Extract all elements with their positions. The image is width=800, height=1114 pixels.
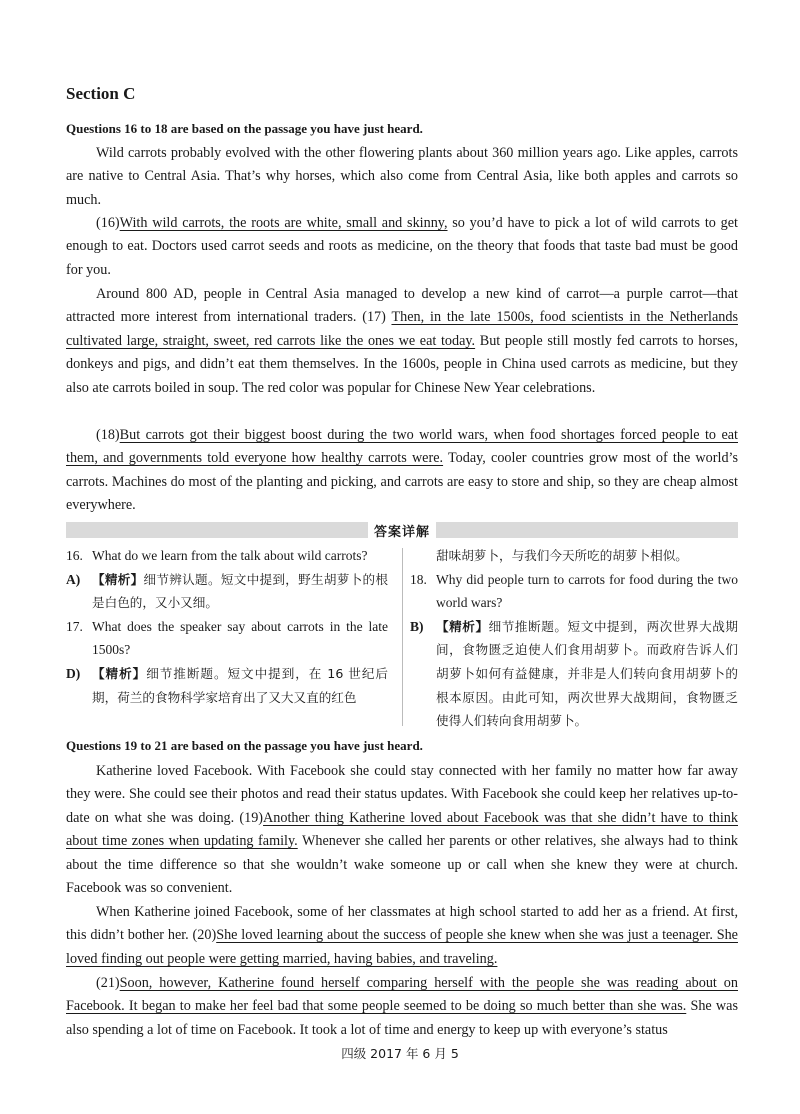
- answer-17: [66, 662, 388, 709]
- answer-16-explanation: 细节辨认题。短文中提到，野生胡萝卜的根是白色的，又小又细。: [92, 571, 389, 611]
- q16-marker: (16): [96, 215, 120, 231]
- question-17-number: 17.: [66, 618, 83, 634]
- question-18: [410, 568, 738, 615]
- answer-16-tag: 【精析】: [92, 571, 144, 587]
- page-footer: 四级 2017 年 6 月 5: [341, 1046, 459, 1061]
- answer-18-explanation: 细节推断题。短文中提到，两次世界大战期间，食物匮乏迫使人们食用胡萝卜。而政府告诉人们胡萝卜如何有益健康，并非是人们转向食用胡萝卜的根本原因。由此可知，两次世界大战期间，食物匮乏使得人们转向食用胡萝卜。: [436, 618, 739, 729]
- passage1-paragraph-3: [66, 283, 738, 400]
- answer-18: [410, 615, 738, 733]
- question-18-text: Why did people turn to carrots for food during the two world wars?: [436, 571, 738, 611]
- answer-18-option: B): [410, 618, 424, 634]
- q17-underlined-text: Then, in the late 1500s, food scientists in the Netherlands cultivated large, straight, sweet, red carrots like the ones we eat today.: [66, 309, 738, 349]
- q19-underlined-text: Another thing Katherine loved about Facebook was that she didn’t have to think about time zones when updating family.: [66, 809, 738, 850]
- passage1-paragraph-4-rest: Today, cooler countries grow most of the world’s carrots. Machines do most of the planting and picking, and carrots are easy to store and ship, so they are cheap almost everywhere.: [66, 450, 738, 514]
- q18-underlined-text: But carrots got their biggest boost during the two world wars, when food shortages forced people to eat them, and governments told everyone how healthy carrots were.: [66, 427, 738, 467]
- question-16-number: 16.: [66, 548, 83, 563]
- q21-underlined-text: Soon, however, Katherine found herself comparing herself with the people she was reading about on Facebook. It began to make her feel bad that some people seemed to be doing so much better than she was.: [66, 975, 738, 1015]
- q18-marker: (18): [96, 427, 120, 443]
- question-17: [66, 615, 388, 662]
- passage2-paragraph-3: [66, 972, 738, 1042]
- answer-16: [66, 568, 388, 615]
- question-16-text: What do we learn from the talk about wild carrots?: [92, 548, 368, 563]
- question-17-text: What does the speaker say about carrots in the late 1500s?: [92, 618, 388, 658]
- question-group-heading-19-21: Questions 19 to 21 are based on the passage you have just heard.: [66, 738, 423, 753]
- q21-marker: (21): [96, 975, 120, 991]
- question-18-number: 18.: [410, 571, 427, 587]
- passage1-paragraph-4: [66, 424, 738, 518]
- answer-section-header: [66, 522, 738, 538]
- answer-17-explanation: 细节推断题。短文中提到，在 16 世纪后期，荷兰的食物科学家培育出了又大又直的红色: [92, 665, 388, 705]
- passage2-paragraph-2-start: When Katherine joined Facebook, some of her classmates at high school started to add her as a friend. At first, this didn’t bother her. (20): [66, 904, 738, 944]
- answer-17-tag: 【精析】: [92, 665, 147, 681]
- passage1-paragraph-3-rest: But people still mostly fed carrots to horses, donkeys and pigs, and didn’t eat them themselves. In the 1600s, people in China used carrots as medicine, but they also ate carrots boiled in soup. The red color was popular for Chinese New Year celebrations.: [66, 332, 738, 396]
- q20-underlined-text: She loved learning about the success of people she knew when she was just a teenager. She loved finding out people were getting married, having babies, and traveling.: [66, 927, 738, 967]
- passage2-paragraph-1-rest: Whenever she called her parents or other relatives, she always had to think about the time difference so that she wouldn’t wake someone up or call when she knew they were at church. Facebook was so convenient.: [66, 833, 739, 897]
- answer-17-option: D): [66, 665, 81, 681]
- answers-left-column: [66, 544, 388, 709]
- passage2-paragraph-1-start: Katherine loved Facebook. With Facebook she could stay connected with her family no matter how far away they were. She could see their photos and read their status updates. With Facebook she could keep her relatives up-to-date on what she was doing. (19): [66, 763, 738, 826]
- answer-17-explanation-continued: 甜味胡萝卜，与我们今天所吃的胡萝卜相似。: [436, 548, 688, 563]
- answer-16-option: A): [66, 571, 81, 587]
- answer-18-tag: 【精析】: [436, 618, 489, 634]
- passage2-paragraph-3-rest: She was also spending a lot of time on Facebook. It took a lot of time and energy to keep up with everyone’s status: [66, 998, 738, 1038]
- passage2-paragraph-2: [66, 901, 738, 971]
- q16-underlined-text: With wild carrots, the roots are white, small and skinny,: [119, 215, 448, 231]
- passage1-paragraph-2-rest: so you’d have to pick a lot of wild carrots to get enough to eat. Doctors used carrot seeds and roots as medicine, on the theory that foods that taste bad must be good for you.: [66, 215, 738, 278]
- column-divider: [402, 548, 403, 726]
- section-title: Section C: [66, 84, 136, 103]
- answers-right-column: [410, 544, 738, 733]
- question-16: [66, 544, 388, 568]
- passage1-paragraph-3-start: Around 800 AD, people in Central Asia managed to develop a new kind of carrot—a purple carrot—that attracted more interest from international traders. (17): [66, 286, 738, 326]
- answer-section-title: 答案详解: [368, 521, 436, 540]
- passage1-paragraph-2: [66, 212, 738, 282]
- passage2-paragraph-1: [66, 760, 738, 900]
- question-group-heading-16-18: Questions 16 to 18 are based on the passage you have just heard.: [66, 121, 423, 136]
- passage1-paragraph-1: Wild carrots probably evolved with the other flowering plants about 360 million years ago. Like apples, carrots are native to Central Asia. That’s why horses, which also come from Central Asia, like both apples and carrots so much.: [66, 145, 738, 208]
